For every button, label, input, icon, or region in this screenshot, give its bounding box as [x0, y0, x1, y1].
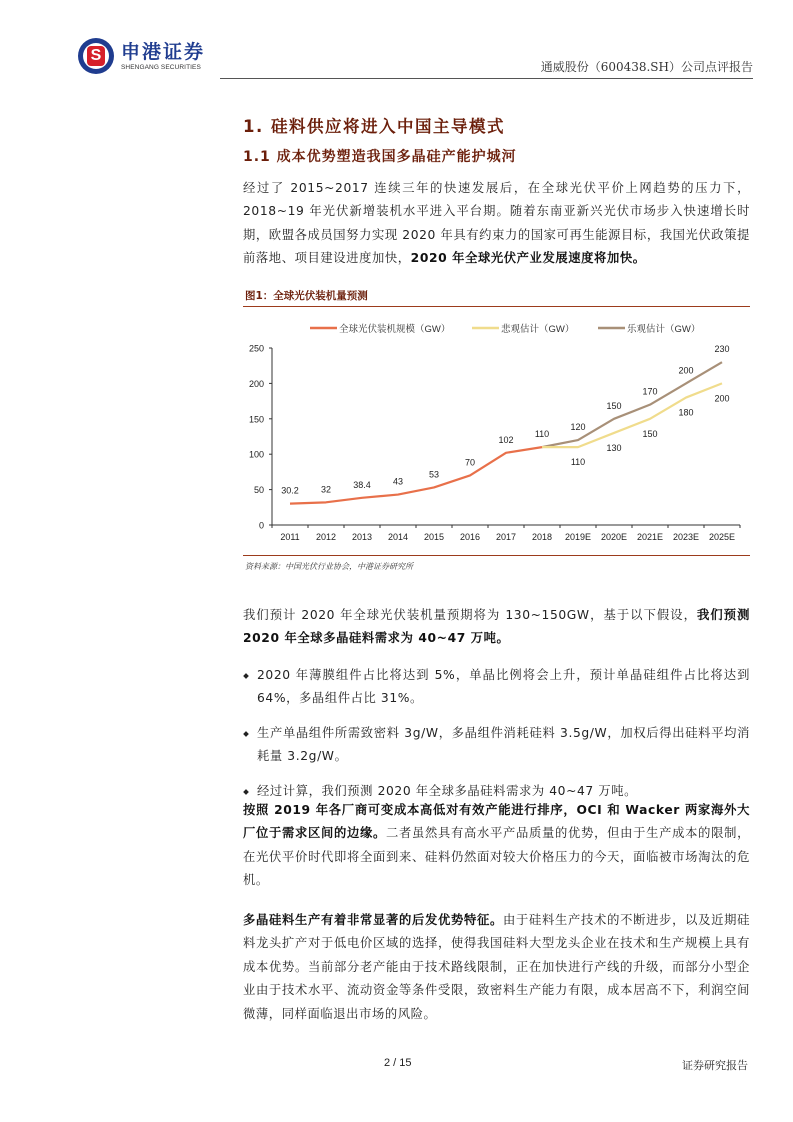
x-tick-label: 2015	[423, 532, 445, 542]
x-tick-label: 2013	[351, 532, 373, 542]
x-tick-label: 2011	[280, 532, 300, 542]
footer-label: 证券研究报告	[682, 1059, 748, 1072]
legend-label: 乐观估计（GW）	[627, 324, 701, 335]
data-label: 70	[464, 457, 476, 468]
logo-name-cn: 申港证券	[121, 41, 206, 63]
y-tick-label: 250	[248, 343, 264, 354]
x-tick-label: 2023E	[672, 532, 700, 542]
x-tick-label: 2021E	[636, 532, 664, 542]
x-tick-label: 2019E	[564, 532, 592, 542]
bullet-icon	[243, 789, 249, 795]
legend-label: 悲观估计（GW）	[501, 324, 575, 335]
data-label: 170	[642, 386, 658, 397]
series-line	[542, 383, 722, 447]
logo-name-en: SHENGANG SECURITIES	[121, 64, 201, 71]
data-label: 53	[428, 469, 440, 480]
figure-title: 图1：全球光伏装机量预测	[245, 290, 368, 302]
x-tick-label: 2012	[315, 532, 337, 542]
list-item: 2020 年薄膜组件占比将达到 5%，单晶比例将会上升，预计单晶硅组件占比将达到 64%，多晶组件占比 31%。	[243, 664, 750, 711]
series-line	[542, 362, 722, 447]
data-label: 102	[498, 434, 514, 445]
company-logo	[78, 38, 205, 74]
x-tick-label: 2018	[531, 532, 553, 542]
y-tick-label: 200	[248, 378, 264, 389]
header-divider	[220, 78, 753, 79]
figure-divider-bottom	[243, 555, 750, 556]
report-title: 通威股份（600438.SH）公司点评报告	[540, 60, 753, 74]
data-label: 180	[678, 407, 694, 418]
data-label: 130	[606, 442, 622, 453]
assumption-list	[243, 664, 750, 814]
figure-divider-top	[243, 306, 750, 307]
data-label: 30.2	[281, 485, 299, 496]
data-label: 110	[534, 429, 550, 440]
x-tick-label: 2020E	[600, 532, 628, 542]
line-chart	[240, 312, 750, 552]
data-label: 230	[714, 344, 730, 355]
logo-icon: S	[78, 38, 114, 74]
x-tick-label: 2016	[459, 532, 481, 542]
y-tick-label: 0	[258, 520, 264, 531]
data-label: 32	[320, 484, 332, 495]
paragraph-competitors: 按照 2019 年各厂商可变成本高低对有效产能进行排序，OCI 和 Wacker 两家海外大厂位于需求区间的边缘。二者虽然具有高水平产品质量的优势，但由于生产成本的限制，在光伏平价时代即将全面到来、硅料仍然面对较大价格压力的今天，面临被市场淘汰的危机。	[243, 803, 750, 888]
subsection-heading: 1.1 成本优势塑造我国多晶硅产能护城河	[243, 149, 517, 165]
y-tick-label: 100	[248, 449, 264, 460]
data-label: 150	[606, 400, 622, 411]
x-tick-label: 2017	[495, 532, 517, 542]
bullet-icon	[243, 673, 249, 679]
y-tick-label: 150	[248, 414, 264, 425]
paragraph-intro: 经过了 2015~2017 连续三年的快速发展后，在全球光伏平价上网趋势的压力下，2018~19 年光伏新增装机水平进入平台期。随着东南亚新兴光伏市场步入快速增长时期，欧盟各成员国努力实现 2020 年具有约束力的国家可再生能源目标，我国光伏政策提前落地、项目建设进度加快，2020 年全球光伏产业发展速度将加快。	[243, 181, 751, 266]
series-line	[290, 447, 542, 503]
data-label: 150	[642, 428, 658, 439]
list-item: 经过计算，我们预测 2020 年全球多晶硅料需求为 40~47 万吨。	[243, 780, 750, 803]
data-label: 120	[570, 422, 586, 433]
section-heading: 1. 硅料供应将进入中国主导模式	[243, 117, 505, 136]
paragraph-advantage: 多晶硅料生产有着非常显著的后发优势特征。由于硅料生产技术的不断进步，以及近期硅料龙头扩产对于低电价区域的选择，使得我国硅料大型龙头企业在技术和生产规模上具有成本优势。当前部分老产能由于技术路线限制，正在加快进行产线的升级，而部分小型企业由于技术水平、流动资金等条件受限，致密料生产能力有限，成本居高不下，利润空间微薄，同样面临退出市场的风险。	[243, 913, 750, 1021]
x-tick-label: 2014	[387, 532, 409, 542]
list-item: 生产单晶组件所需致密料 3g/W，多晶组件消耗硅料 3.5g/W，加权后得出硅料平均消耗量 3.2g/W。	[243, 722, 750, 769]
y-tick-label: 50	[253, 485, 264, 496]
paragraph-forecast: 我们预计 2020 年全球光伏装机量预期将为 130~150GW，基于以下假设，我们预测 2020 年全球多晶硅料需求为 40~47 万吨。	[243, 608, 750, 646]
figure-source: 资料来源：中国光伏行业协会，中港证券研究所	[245, 562, 413, 571]
data-label: 38.4	[353, 479, 371, 490]
x-tick-label: 2025E	[708, 532, 736, 542]
data-label: 200	[678, 365, 694, 376]
data-label: 200	[714, 393, 730, 404]
data-label: 110	[570, 457, 586, 468]
page-number: 2 / 15	[384, 1057, 412, 1069]
legend-label: 全球光伏装机规模（GW）	[339, 324, 451, 335]
data-label: 43	[392, 476, 404, 487]
bullet-icon	[243, 731, 249, 737]
